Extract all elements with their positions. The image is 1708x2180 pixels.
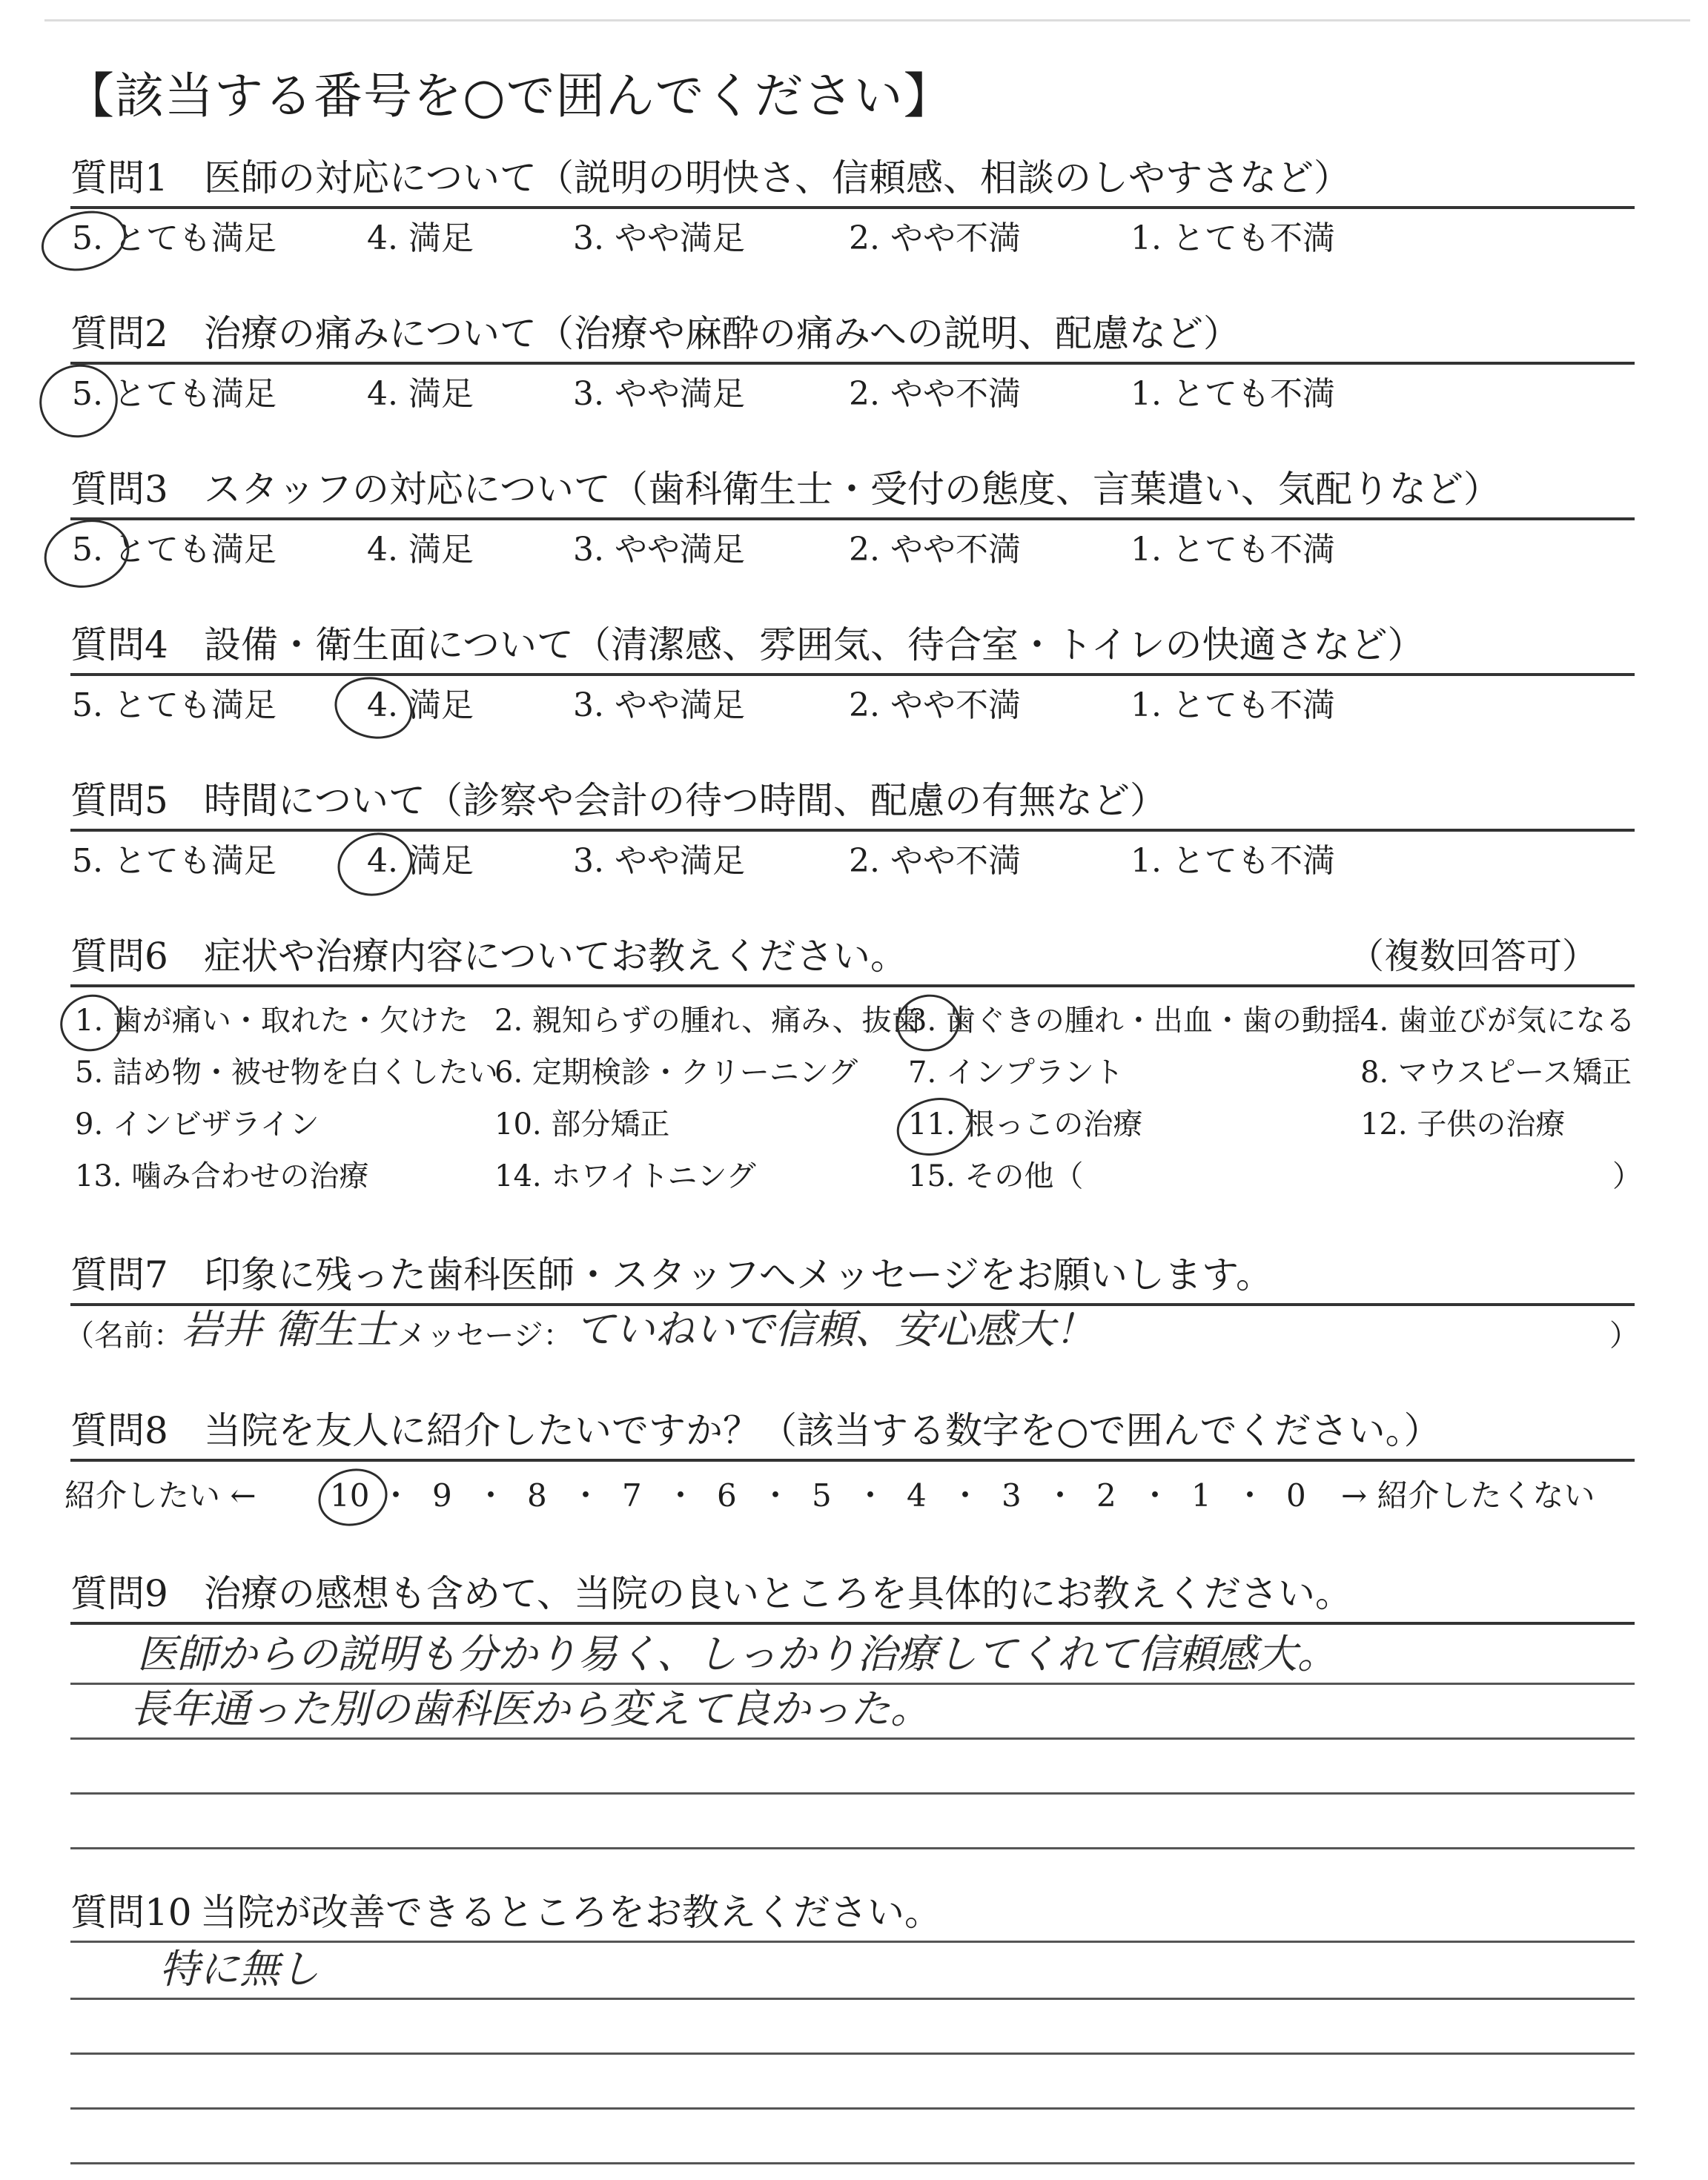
q7-name-prefix: （名前： <box>64 1319 183 1353</box>
question-4 <box>70 615 1635 743</box>
question-6-options <box>70 987 1642 1210</box>
q10-writing-line <box>70 2053 1635 2055</box>
question-6 <box>70 927 1642 1210</box>
q3-option-4[interactable]: 4. 満足 <box>367 531 474 569</box>
q3-option-2[interactable]: 2. やや不満 <box>849 531 1021 569</box>
q8-score-6[interactable]: 6 <box>717 1477 737 1514</box>
question-9-title: 治療の感想も含めて、当院の良いところを具体的にお教えください。 <box>204 1572 1352 1615</box>
q7-close-paren: ） <box>1609 1319 1639 1353</box>
question-3 <box>70 460 1635 587</box>
question-8-label: 質問8 <box>70 1409 168 1452</box>
q4-option-3[interactable]: 3. やや満足 <box>573 686 745 724</box>
q10-writing-line <box>70 2162 1635 2164</box>
q8-separator: ・ <box>665 1477 697 1514</box>
q4-option-1[interactable]: 1. とても不満 <box>1131 686 1335 724</box>
question-2-label: 質問2 <box>70 312 168 355</box>
question-3-options <box>70 520 1635 587</box>
question-9-header <box>70 1564 1635 1625</box>
question-7-header <box>70 1245 1635 1306</box>
q8-score-1[interactable]: 1 <box>1191 1477 1211 1514</box>
question-9-answer-area[interactable] <box>70 1625 1635 1906</box>
q6-option-4[interactable]: 4. 歯並びが気になる <box>1360 1004 1635 1038</box>
q6-option-5[interactable]: 5. 詰め物・被せ物を白くしたい <box>75 1056 498 1090</box>
q5-option-5[interactable]: 5. とても満足 <box>72 842 277 880</box>
q10-writing-line <box>70 1998 1635 2000</box>
q1-option-5[interactable]: 5. とても満足 <box>72 219 277 257</box>
q4-option-5[interactable]: 5. とても満足 <box>72 686 277 724</box>
q9-writing-line <box>70 1847 1635 1849</box>
q8-score-7[interactable]: 7 <box>622 1477 642 1514</box>
q7-message-prefix: メッセージ： <box>397 1319 573 1353</box>
q5-option-3[interactable]: 3. やや満足 <box>573 842 745 880</box>
question-6-note: （複数回答可） <box>1348 935 1598 977</box>
question-8-header <box>70 1401 1635 1462</box>
q2-option-2[interactable]: 2. やや不満 <box>849 375 1021 413</box>
question-4-title: 設備・衛生面について（清潔感、雰囲気、待合室・トイレの快適さなど） <box>204 623 1425 666</box>
question-9 <box>70 1564 1635 1906</box>
q6-option-12[interactable]: 12. 子供の治療 <box>1360 1107 1566 1142</box>
q6-option-6[interactable]: 6. 定期検診・クリーニング <box>494 1056 858 1090</box>
question-7-answer-line <box>64 1306 1639 1373</box>
q6-option-14[interactable]: 14. ホワイトニング <box>494 1159 756 1193</box>
q5-option-4[interactable]: 4. 満足 <box>367 842 474 880</box>
q9-writing-line <box>70 1737 1635 1740</box>
q3-option-3[interactable]: 3. やや満足 <box>573 531 745 569</box>
q8-score-10[interactable]: 10 <box>330 1477 370 1514</box>
question-5-title: 時間について（診察や会計の待つ時間、配慮の有無など） <box>204 779 1167 822</box>
question-8-title: 当院を友人に紹介したいですか？（該当する数字を○で囲んでください。） <box>204 1409 1441 1452</box>
q10-answer-line-1: 特に無し <box>159 1946 320 1992</box>
question-10 <box>70 1883 1635 2180</box>
q9-answer-line-1: 医師からの説明も分かり易く、しっかり治療してくれて信頼感大。 <box>137 1631 1337 1677</box>
question-4-label: 質問4 <box>70 623 168 666</box>
question-1-options <box>70 209 1635 276</box>
q8-right-label: → 紹介したくない <box>1341 1477 1595 1514</box>
question-8-scale <box>64 1462 1635 1528</box>
q9-answer-line-2: 長年通った別の歯科医から変えて良かった。 <box>130 1686 930 1732</box>
q2-option-5[interactable]: 5. とても満足 <box>72 375 277 413</box>
q8-separator: ・ <box>380 1477 412 1514</box>
q4-option-2[interactable]: 2. やや不満 <box>849 686 1021 724</box>
q2-option-1[interactable]: 1. とても不満 <box>1131 375 1335 413</box>
question-1 <box>70 148 1635 276</box>
q8-separator: ・ <box>570 1477 602 1514</box>
q8-score-2[interactable]: 2 <box>1096 1477 1116 1514</box>
q3-option-5[interactable]: 5. とても満足 <box>72 531 277 569</box>
question-2-title: 治療の痛みについて（治療や麻酔の痛みへの説明、配慮など） <box>204 312 1240 355</box>
q8-left-label: 紹介したい ← <box>64 1477 256 1514</box>
q6-option-15[interactable]: 15. その他（ <box>908 1159 1084 1193</box>
q6-option-11[interactable]: 11. 根っこの治療 <box>908 1107 1143 1142</box>
q5-option-2[interactable]: 2. やや不満 <box>849 842 1021 880</box>
question-10-answer-area[interactable] <box>70 1943 1635 2180</box>
q1-option-2[interactable]: 2. やや不満 <box>849 219 1021 257</box>
q9-writing-line <box>70 1683 1635 1685</box>
question-9-label: 質問9 <box>70 1572 168 1615</box>
question-6-title: 症状や治療内容についてお教えください。 <box>204 935 907 978</box>
q5-option-1[interactable]: 1. とても不満 <box>1131 842 1335 880</box>
question-5 <box>70 771 1635 898</box>
q8-separator: ・ <box>950 1477 982 1514</box>
q2-option-4[interactable]: 4. 満足 <box>367 375 474 413</box>
question-3-header <box>70 460 1635 520</box>
question-4-header <box>70 615 1635 676</box>
question-4-options <box>70 676 1635 743</box>
q7-message-value[interactable]: ていねいで信頼、安心感大！ <box>575 1306 1095 1353</box>
q8-separator: ・ <box>475 1477 507 1514</box>
question-1-header <box>70 148 1635 209</box>
instruction-heading: 【該当する番号を○で囲んでください】 <box>65 67 953 125</box>
question-8 <box>64 1401 1635 1528</box>
question-7 <box>64 1245 1639 1373</box>
q8-separator: ・ <box>855 1477 887 1514</box>
q8-separator: ・ <box>1045 1477 1076 1514</box>
q6-other-close-paren: ） <box>1612 1159 1642 1193</box>
question-2-options <box>70 365 1635 431</box>
question-7-title: 印象に残った歯科医師・スタッフへメッセージをお願いします。 <box>204 1253 1273 1296</box>
question-7-label: 質問7 <box>70 1253 168 1296</box>
q6-option-13[interactable]: 13. 噛み合わせの治療 <box>75 1159 369 1193</box>
q8-separator: ・ <box>760 1477 792 1514</box>
q8-separator: ・ <box>1234 1477 1266 1514</box>
q8-score-3[interactable]: 3 <box>1002 1477 1022 1514</box>
question-1-label: 質問1 <box>70 156 168 199</box>
q1-option-1[interactable]: 1. とても不満 <box>1131 219 1335 257</box>
question-6-label: 質問6 <box>70 935 168 978</box>
q10-writing-line <box>70 2107 1635 2110</box>
q6-option-2[interactable]: 2. 親知らずの腫れ、痛み、抜歯 <box>494 1004 921 1038</box>
q8-score-8[interactable]: 8 <box>527 1477 547 1514</box>
question-10-label: 質問10 <box>70 1891 192 1934</box>
top-edge-line <box>44 19 1690 21</box>
q6-option-7[interactable]: 7. インプラント <box>908 1056 1124 1090</box>
q6-option-1[interactable]: 1. 歯が痛い・取れた・欠けた <box>75 1004 469 1038</box>
q6-option-9[interactable]: 9. インビザライン <box>75 1107 320 1142</box>
question-3-label: 質問3 <box>70 468 168 511</box>
q8-score-9[interactable]: 9 <box>432 1477 452 1514</box>
q7-name-value[interactable]: 岩井 衛生士 <box>182 1306 395 1353</box>
question-5-header <box>70 771 1635 832</box>
q6-option-3[interactable]: 3. 歯ぐきの腫れ・出血・歯の動揺 <box>908 1004 1361 1038</box>
q3-option-1[interactable]: 1. とても不満 <box>1131 531 1335 569</box>
q8-separator: ・ <box>1139 1477 1171 1514</box>
q9-writing-line <box>70 1792 1635 1795</box>
question-2-header <box>70 304 1635 365</box>
q8-score-4[interactable]: 4 <box>907 1477 927 1514</box>
q4-option-4[interactable]: 4. 満足 <box>367 686 474 724</box>
q8-score-5[interactable]: 5 <box>812 1477 832 1514</box>
q1-option-4[interactable]: 4. 満足 <box>367 219 474 257</box>
question-10-title: 当院が改善できるところをお教えください。 <box>200 1891 941 1934</box>
question-5-label: 質問5 <box>70 779 168 822</box>
q8-score-0[interactable]: 0 <box>1286 1477 1306 1514</box>
question-3-title: スタッフの対応について（歯科衛生士・受付の態度、言葉遣い、気配りなど） <box>204 468 1500 511</box>
q6-option-8[interactable]: 8. マウスピース矯正 <box>1360 1056 1632 1090</box>
q6-option-10[interactable]: 10. 部分矯正 <box>494 1107 670 1142</box>
question-6-header <box>70 927 1635 987</box>
question-10-header <box>70 1883 1635 1943</box>
question-5-options <box>70 832 1635 898</box>
q2-option-3[interactable]: 3. やや満足 <box>573 375 745 413</box>
q1-option-3[interactable]: 3. やや満足 <box>573 219 745 257</box>
question-1-title: 医師の対応について（説明の明快さ、信頼感、相談のしやすさなど） <box>204 156 1351 199</box>
question-2 <box>70 304 1635 431</box>
